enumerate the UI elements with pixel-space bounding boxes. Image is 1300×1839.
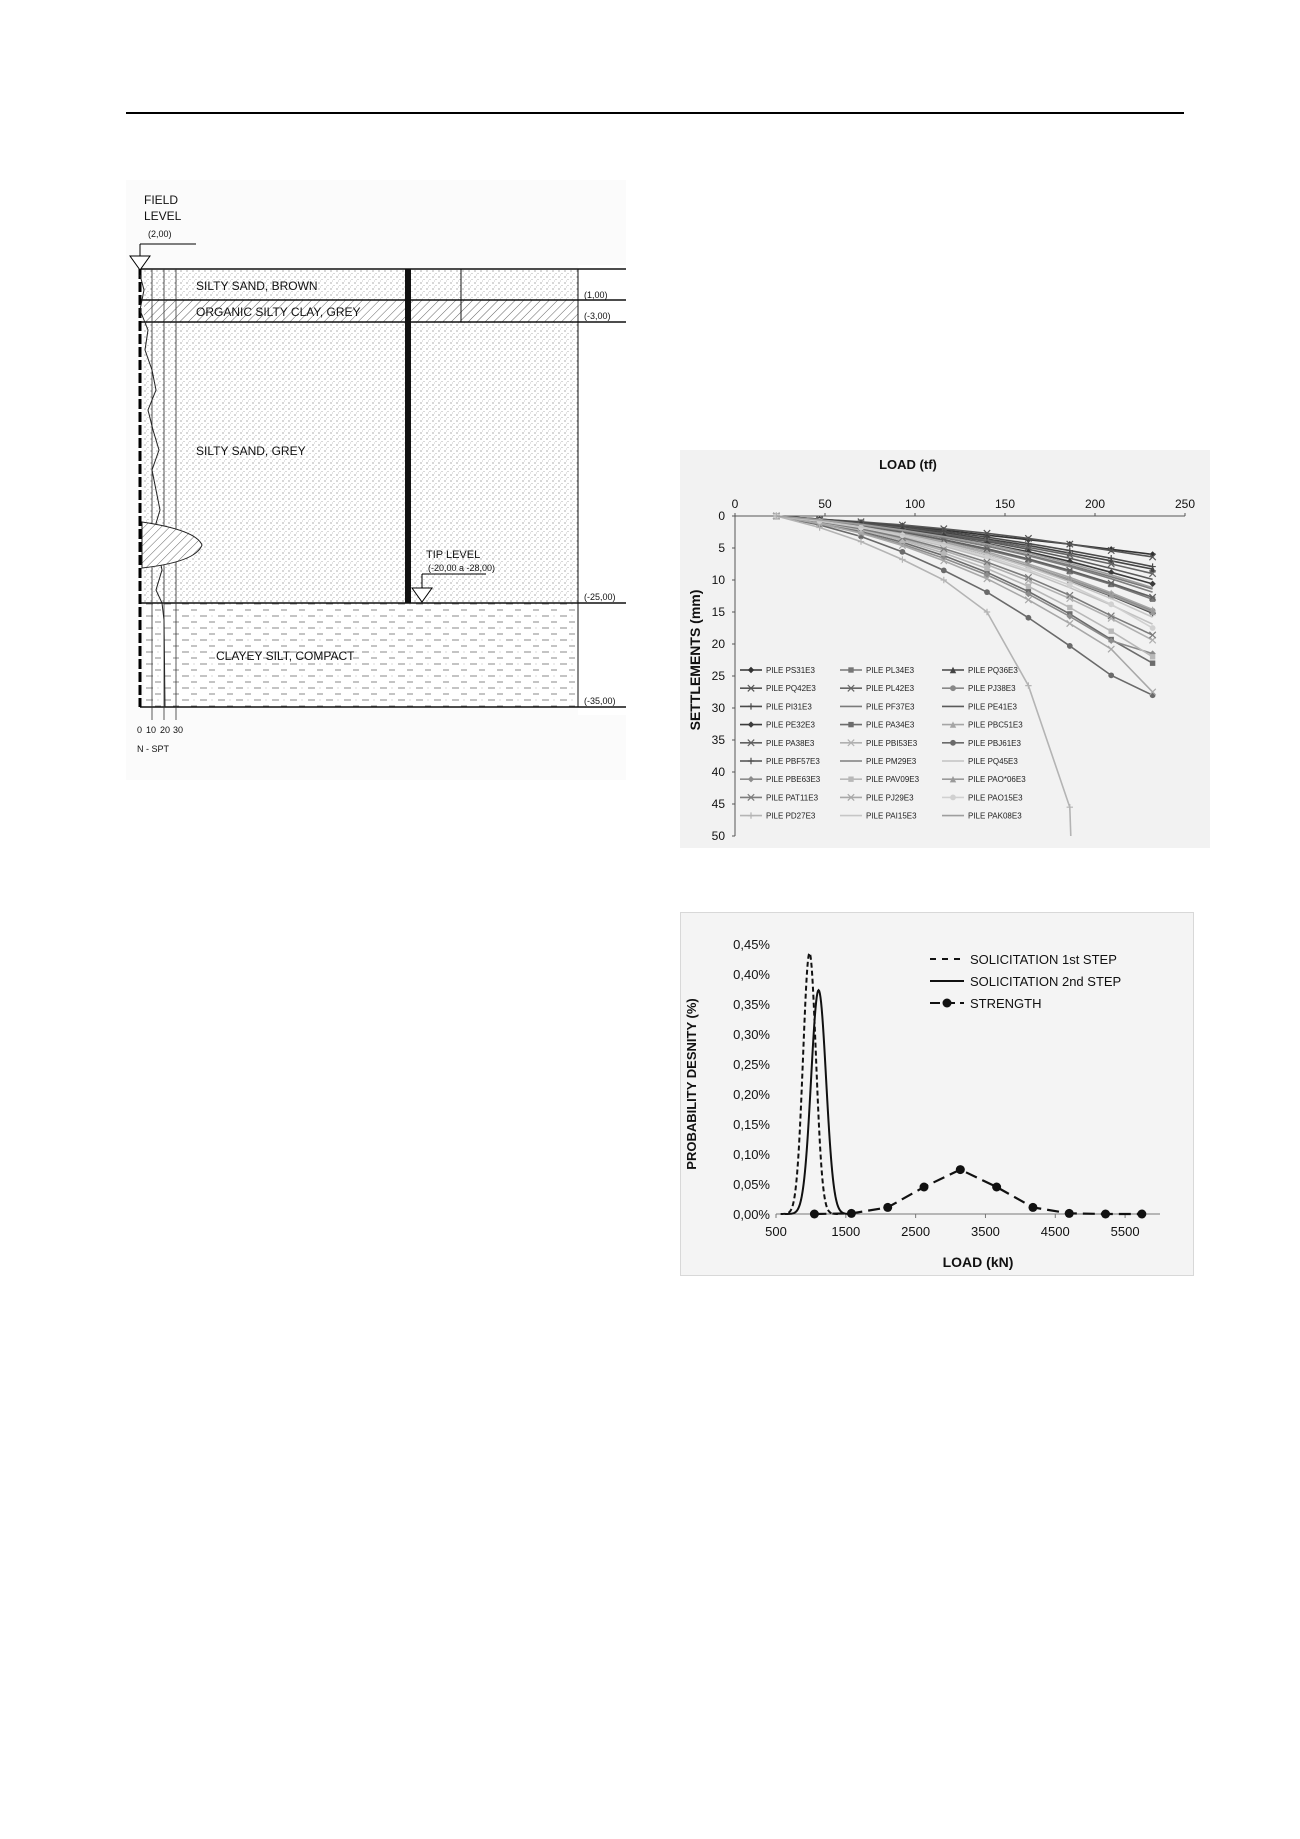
spt-tick-0: 0: [137, 725, 143, 735]
prob-y-axis-title: PROBABILITY DESNITY (%): [684, 998, 699, 1170]
y-tick-label: 0,45%: [733, 937, 770, 952]
series-point: [1101, 1210, 1110, 1219]
legend-label: PILE PF37E3: [866, 702, 915, 712]
legend-label: PILE PE32E3: [766, 720, 815, 730]
legend-label: PILE PAO*06E3: [968, 775, 1026, 785]
legend-marker: [748, 703, 754, 709]
y-tick-label: 50: [711, 829, 725, 843]
y-tick-label: 0,20%: [733, 1087, 770, 1102]
spt-tick-20: 20: [160, 725, 171, 735]
y-tick-label: 45: [711, 797, 725, 811]
legend-marker: [848, 722, 853, 727]
legend-label: PILE PD27E3: [766, 811, 816, 821]
series-point: [941, 568, 947, 574]
legend-label: PILE PQ36E3: [968, 666, 1018, 675]
prob-x-axis-title: LOAD (kN): [942, 1254, 1014, 1270]
y-tick-label: 25: [711, 669, 725, 683]
series-point: [1150, 654, 1155, 659]
y-tick-label: 0,10%: [733, 1147, 770, 1162]
tip-level-label: TIP LEVEL: [426, 549, 481, 561]
series-point: [1026, 615, 1032, 621]
x-tick-label: 3500: [970, 1224, 1000, 1239]
y-tick-label: 0,35%: [733, 997, 770, 1012]
series-line-14: [776, 516, 1152, 695]
x-tick-label: 50: [818, 497, 832, 511]
series-point: [992, 1183, 1001, 1192]
y-tick-label: 40: [711, 765, 725, 779]
legend-marker: [748, 758, 754, 764]
series-line-2: [814, 1170, 1141, 1214]
legend-label: PILE PA34E3: [866, 720, 915, 730]
series-point: [1109, 629, 1114, 634]
legend-label: PILE PJ38E3: [968, 684, 1016, 694]
series-point: [1025, 682, 1031, 688]
elevation-3: (-25,00): [584, 592, 616, 602]
x-tick-label: 250: [1174, 497, 1196, 511]
y-tick-label: 0,05%: [733, 1177, 770, 1192]
series-point: [1150, 661, 1155, 666]
legend-label: PILE PBJ61E3: [968, 738, 1021, 748]
series-point: [1149, 632, 1155, 638]
layer-1-name: SILTY SAND, BROWN: [196, 279, 318, 293]
legend-marker: [748, 776, 754, 782]
series-point: [1150, 692, 1156, 698]
legend-label: SOLICITATION 2nd STEP: [970, 974, 1122, 989]
legend-label: PILE PAT11E3: [766, 793, 819, 803]
series-point: [847, 1209, 856, 1218]
y-tick-label: 5: [718, 541, 725, 555]
legend-label: PILE PI31E3: [766, 702, 812, 712]
soil-profile-figure: [126, 180, 626, 780]
legend-label: PILE PAI15E3: [866, 811, 917, 821]
series-point: [920, 1183, 929, 1192]
layer-3-name: SILTY SAND, GREY: [196, 444, 306, 458]
x-tick-label: 150: [994, 497, 1016, 511]
y-tick-label: 0: [718, 509, 725, 523]
y-tick-label: 0,40%: [733, 967, 770, 982]
legend-label: PILE PBF57E3: [766, 757, 820, 766]
series-point: [1025, 597, 1031, 603]
legend-label: PILE PBI53E3: [866, 738, 918, 748]
spt-tick-10: 10: [146, 725, 157, 735]
legend-marker: [748, 721, 754, 727]
pile-shaft: [405, 269, 411, 603]
y-tick-label: 30: [711, 701, 725, 715]
y-tick-label: 35: [711, 733, 725, 747]
y-tick-label: 15: [711, 605, 725, 619]
legend-label: PILE PAO15E3: [968, 793, 1023, 803]
legend-label: PILE PAK08E3: [968, 811, 1022, 821]
series-point: [1137, 1210, 1146, 1219]
spt-tick-30: 30: [173, 725, 184, 735]
series-point: [1108, 672, 1114, 678]
legend-marker: [848, 667, 853, 672]
legend-marker: [748, 812, 754, 818]
x-tick-label: 500: [765, 1224, 787, 1239]
series-point: [1108, 601, 1114, 607]
legend-marker: [943, 999, 952, 1008]
series-point: [1067, 620, 1073, 626]
legend-label: SOLICITATION 1st STEP: [970, 952, 1117, 967]
series-point: [1067, 605, 1072, 610]
y-tick-label: 0,15%: [733, 1117, 770, 1132]
series-point: [1026, 584, 1031, 589]
legend-marker: [950, 685, 956, 691]
legend-label: PILE PQ42E3: [766, 684, 816, 694]
x-tick-label: 100: [904, 497, 926, 511]
field-level-value: (2,00): [148, 229, 172, 239]
series-point: [883, 1203, 892, 1212]
layer-silty-sand-grey: [144, 322, 606, 603]
legend-label: PILE PL42E3: [866, 684, 915, 694]
elevation-1: (1,00): [584, 290, 608, 300]
tip-level-value: (-20,00 a -28,00): [428, 563, 496, 573]
y-tick-label: 0,00%: [733, 1207, 770, 1222]
series-point: [899, 556, 905, 562]
probability-density-chart: [680, 912, 1194, 1276]
series-point: [1067, 592, 1073, 598]
x-tick-label: 1500: [831, 1224, 861, 1239]
legend-label: PILE PBE63E3: [766, 775, 821, 785]
x-tick-label: 0: [731, 497, 739, 511]
layer-clayey-silt: [144, 603, 606, 707]
legend-label: STRENGTH: [970, 996, 1042, 1011]
legend-marker: [950, 740, 956, 746]
legend-marker: [848, 777, 853, 782]
series-point: [984, 589, 990, 595]
legend-label: PILE PAV09E3: [866, 775, 920, 785]
spt-label: N - SPT: [137, 744, 170, 754]
legend-label: PILE PJ29E3: [866, 793, 914, 803]
y-tick-label: 0,30%: [733, 1027, 770, 1042]
field-level-label-1: FIELD: [144, 193, 179, 207]
series-point: [1067, 643, 1073, 649]
legend-label: PILE PM29E3: [866, 757, 917, 766]
legend-label: PILE PBC51E3: [968, 720, 1023, 730]
series-line-0: [781, 953, 838, 1214]
series-point: [1150, 625, 1156, 631]
legend-label: PILE PL34E3: [866, 666, 915, 675]
y-tick-label: 20: [711, 637, 725, 651]
settlement-x-axis-title: LOAD (tf): [879, 457, 937, 472]
legend-label: PILE PA38E3: [766, 738, 815, 748]
legend-label: PILE PQ45E3: [968, 757, 1018, 766]
legend-label: PILE PS31E3: [766, 666, 815, 675]
series-point: [1149, 581, 1155, 587]
x-tick-label: 4500: [1040, 1224, 1070, 1239]
series-point: [1108, 646, 1114, 652]
legend-label: PILE PE41E3: [968, 702, 1017, 712]
y-tick-label: 10: [711, 573, 725, 587]
layer-2-name: ORGANIC SILTY CLAY, GREY: [196, 305, 361, 319]
settlement-chart: [680, 450, 1210, 848]
elevation-4: (-35,00): [584, 696, 616, 706]
legend-marker: [748, 667, 754, 673]
x-tick-label: 5500: [1110, 1224, 1140, 1239]
legend-marker: [950, 795, 956, 801]
series-line-tail: [1070, 807, 1071, 836]
series-point: [1028, 1203, 1037, 1212]
series-point: [900, 549, 906, 555]
series-point: [858, 538, 864, 544]
layer-4-name: CLAYEY SILT, COMPACT: [216, 649, 355, 663]
series-point: [984, 566, 989, 571]
y-tick-label: 0,25%: [733, 1057, 770, 1072]
x-tick-label: 2500: [901, 1224, 931, 1239]
series-point: [1065, 1209, 1074, 1218]
x-tick-label: 200: [1084, 497, 1106, 511]
series-point: [810, 1210, 819, 1219]
elevation-2: (-3,00): [584, 311, 611, 321]
field-level-label-2: LEVEL: [144, 209, 182, 223]
page-top-rule: [126, 112, 1184, 114]
series-point: [956, 1165, 965, 1174]
settlement-y-axis-title: SETTLEMENTS (mm): [687, 589, 703, 731]
